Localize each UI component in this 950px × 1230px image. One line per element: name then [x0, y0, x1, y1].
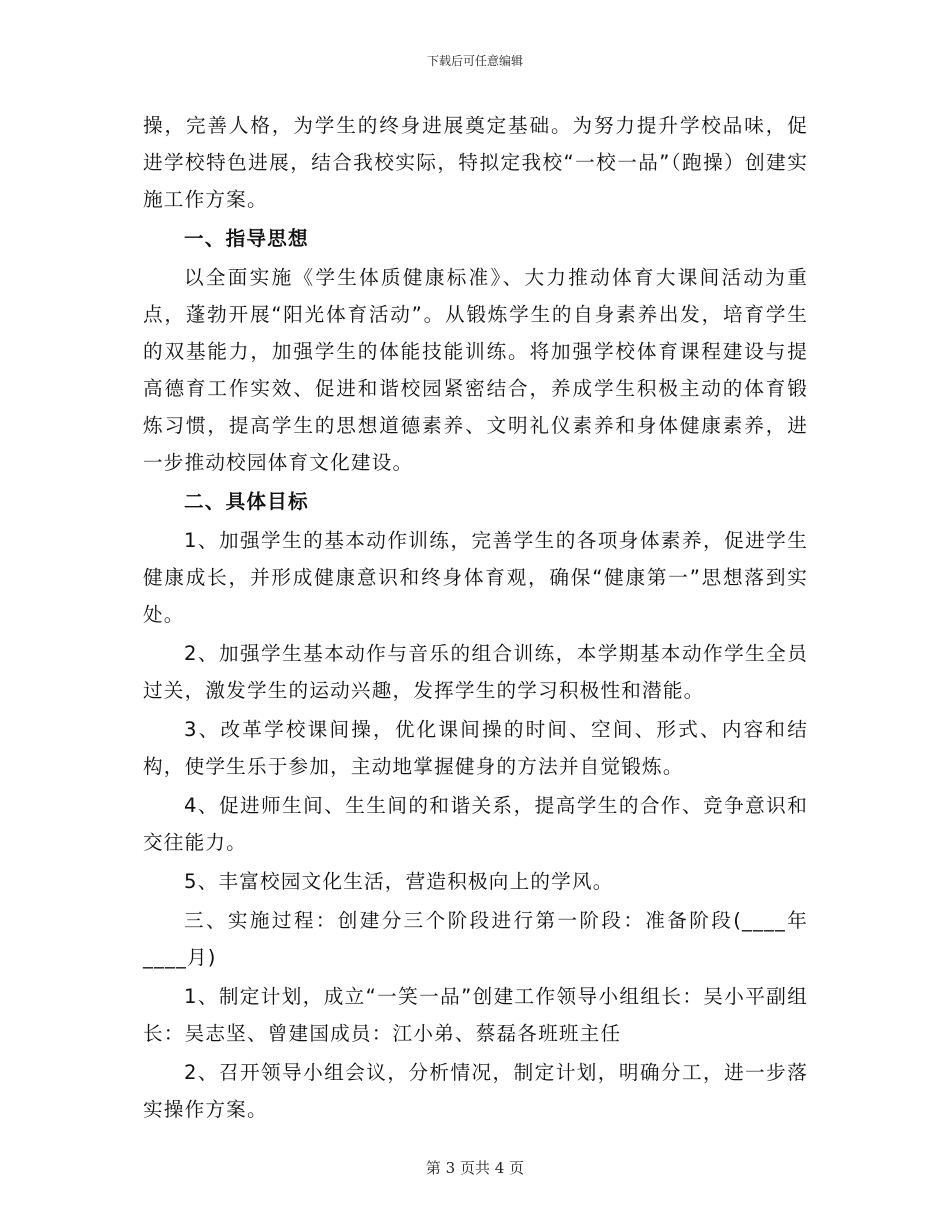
goal-item-5: 5、丰富校园文化生活，营造积极向上的学风。	[184, 870, 614, 893]
goal-item-1: 1、加强学生的基本动作训练，完善学生的各项身体素养，促进学生健康成长，并形成健康意识和终身体育观，确保“健康第一”思想落到实处。	[143, 529, 808, 626]
heading-guiding-ideology: 一、指导思想	[184, 227, 309, 250]
heading-specific-goals: 二、具体目标	[184, 490, 309, 513]
goal-item-4: 4、促进师生间、生生间的和谐关系，提高学生的合作、竞争意识和交往能力。	[143, 794, 808, 854]
goal-item-2: 2、加强学生基本动作与音乐的组合训练，本学期基本动作学生全员过关，激发学生的运动兴趣，发挥学生的学习积极性和潜能。	[143, 642, 808, 702]
heading-implementation: 三、实施过程：创建分三个阶段进行第一阶段：准备阶段(____年____月)	[143, 909, 808, 969]
implementation-item-2: 2、召开领导小组会议，分析情况，制定计划，明确分工，进一步落实操作方案。	[143, 1061, 808, 1121]
page-footer: 第 3 页共 4 页	[425, 1159, 525, 1177]
paragraph-intro: 操，完善人格，为学生的终身进展奠定基础。为努力提升学校品味，促进学校特色进展，结合我校实际，特拟定我校“一校一品”（跑操）创建实施工作方案。	[143, 114, 808, 211]
goal-item-3: 3、改革学校课间操，优化课间操的时间、空间、形式、内容和结构，使学生乐于参加，主动地掌握健身的方法并自觉锻炼。	[143, 718, 808, 778]
page-header: 下载后可任意编辑	[426, 54, 523, 68]
implementation-item-1: 1、制定计划，成立“一笑一品”创建工作领导小组组长：吴小平副组长：吴志坚、曾建国成员：江小弟、蔡磊各班班主任	[143, 985, 808, 1045]
paragraph-guiding-ideology: 以全面实施《学生体质健康标准》、大力推动体育大课间活动为重点，蓬勃开展“阳光体育活动”。从锻炼学生的自身素养出发，培育学生的双基能力，加强学生的体能技能训练。将加强学校体育课程建设与提高德育工作实效、促进和谐校园紧密结合，养成学生积极主动的体育锻炼习惯，提高学生的思想道德素养、文明礼仪素养和身体健康素养，进一步推动校园体育文化建设。	[143, 266, 808, 474]
document-body	[143, 107, 808, 1130]
